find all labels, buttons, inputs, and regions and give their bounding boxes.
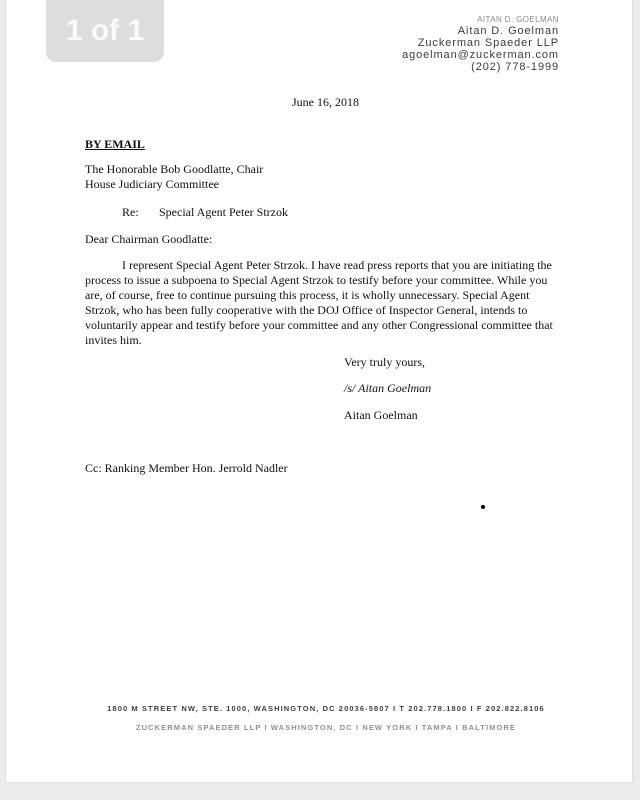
delivery-method: BY EMAIL	[85, 137, 145, 151]
salutation: Dear Chairman Goodlatte:	[85, 232, 213, 246]
letterhead-email: agoelman@zuckerman.com	[402, 49, 559, 61]
re-label: Re:	[122, 205, 139, 219]
stray-dot	[481, 505, 485, 509]
recipient-line-1: The Honorable Bob Goodlatte, Chair	[85, 162, 264, 176]
body-line: are, of course, free to continue pursuing this process, it is wholly unnecessary. Special Agent	[85, 288, 530, 302]
body-line: process to issue a subpoena to Special Agent Strzok to testify before your committee. While you	[85, 273, 548, 287]
recipient-line-2: House Judiciary Committee	[85, 177, 219, 191]
document-page	[6, 0, 632, 782]
letter-date: June 16, 2018	[292, 95, 359, 109]
re-subject: Special Agent Peter Strzok	[159, 205, 288, 219]
letterhead-firm: Zuckerman Spaeder LLP	[417, 37, 559, 49]
letterhead-name: Aitan D. Goelman	[457, 25, 559, 37]
body-line: invites him.	[85, 333, 142, 347]
letter-body	[85, 258, 573, 348]
footer-offices: ZUCKERMAN SPAEDER LLP I WASHINGTON, DC I NEW YORK I TAMPA I BALTIMORE	[135, 723, 517, 732]
body-line: voluntarily appear and testify before your committee and any other Congressional committee that	[85, 318, 553, 332]
signature: /s/ Aitan Goelman	[344, 381, 432, 395]
closing: Very truly yours,	[344, 355, 425, 369]
body-line: Strzok, who has been fully cooperative with the DOJ Office of Inspector General, intends to	[85, 303, 528, 317]
cc-line: Cc: Ranking Member Hon. Jerrold Nadler	[85, 461, 288, 475]
page-indicator: 1 of 1	[46, 0, 164, 62]
body-line: I represent Special Agent Peter Strzok. I have read press reports that you are initiating the	[122, 258, 552, 272]
signer-name: Aitan Goelman	[344, 408, 418, 422]
letterhead-phone: (202) 778-1999	[471, 61, 559, 73]
letterhead-name-small: AITAN D. GOELMAN	[477, 15, 559, 24]
letterhead	[402, 15, 559, 73]
footer-address: 1800 M STREET NW, STE. 1000, WASHINGTON, DC 20036-5807 I T 202.778.1800 I F 202.822.8106	[107, 704, 545, 713]
